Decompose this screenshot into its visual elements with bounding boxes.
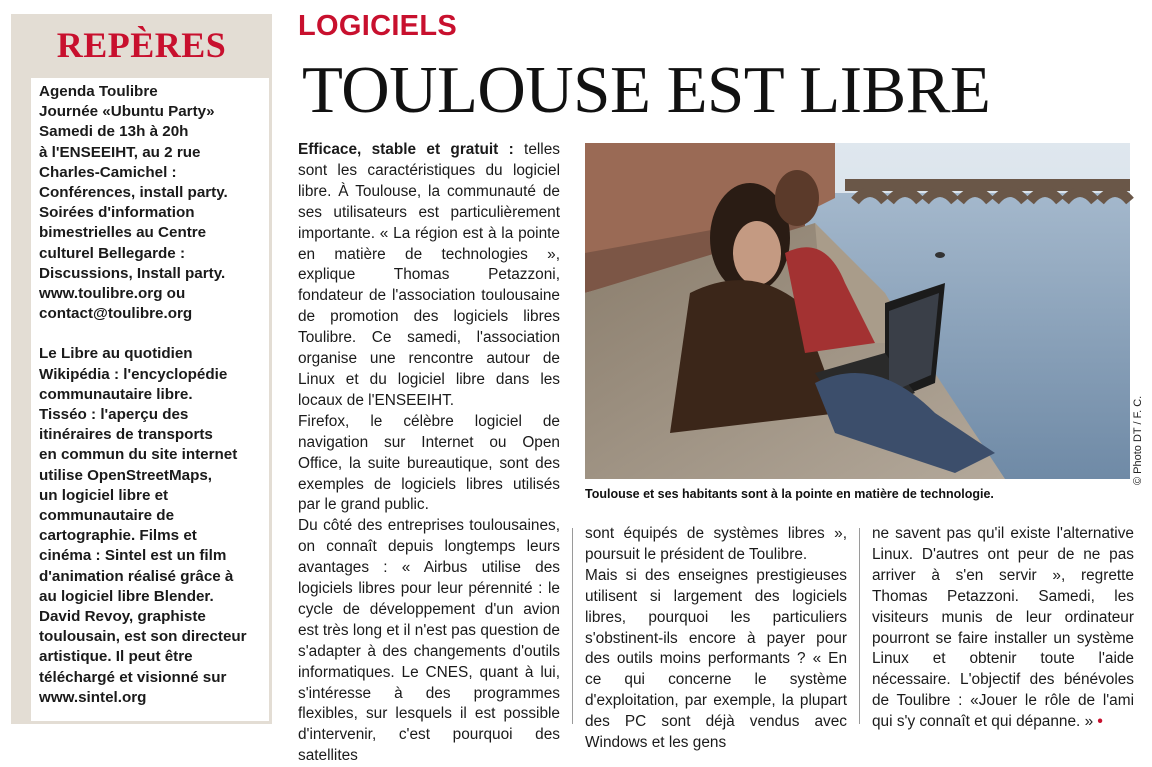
article-paragraph [872,524,1134,733]
photo-credit: © Photo DT / F. C. [1132,395,1144,485]
agenda-body: Journée «Ubuntu Party» Samedi de 13h à 20h à l'ENSEEIHT, au 2 rue Charles-Camichel : Conférences, install party. Soirées d'information bimestrielles au Centre culturel Bellegarde : Discussions, Install party. www.toulibre.org ou contact@toulibre.org [39,103,228,323]
article-paragraph: Firefox, le célèbre logiciel de navigation sur Internet ou Open Office, la suite bureautique, sont des exemples de logiciels libres utilisés par le grand public. [298,412,560,514]
agenda-title: Agenda Toulibre [39,83,158,100]
libre-quotidien-body: Wikipédia : l'encyclopédie communautaire libre. Tisséo : l'aperçu des itinéraires de transports en commun du site internet utilise OpenStreetMaps, un logiciel libre et communautaire de cartographie. Films et cinéma : Sintel est un film d'animation réalisé grâce à au logiciel libre Blender. David Revoy, graphiste toulousain, est son directeur artistique. Il peut être téléchargé et visionné sur www.sintel.org [39,365,247,706]
article-column-3 [872,524,1134,733]
article-headline: TOULOUSE EST LIBRE [302,53,991,127]
section-kicker: LOGICIELS [298,10,457,42]
photo-caption: Toulouse et ses habitants sont à la pointe en matière de technologie. [585,487,994,501]
column-rule [572,528,573,724]
reperes-sidebar [11,14,272,724]
section-gap [39,324,263,344]
article-column-2 [585,524,847,754]
article-lead: Efficace, stable et gratuit : [298,141,514,158]
libre-quotidien-title: Le Libre au quotidien [39,345,193,363]
sidebar-box [31,78,269,721]
riverbank-photo [585,143,1130,479]
sidebar-title: REPÈRES [56,25,227,65]
article-paragraph: Du côté des entreprises toulousaines, on connaît depuis longtemps leurs avantages : « Airbus utilise des logiciels libres pour leur pérennité : le cycle de développement d'un avion est très long et il n'est pas question de s'adapter à des changements d'outils informatiques. Le CNES, quant à lui, s'intéresse à des programmes flexibles, sur lesquels il est possible d'intervenir, c'est pourquoi des satellites [298,517,560,765]
article-paragraph [298,140,560,412]
end-mark: • [1097,713,1103,731]
article-column-1 [298,140,560,767]
column-rule [859,528,860,724]
article-photo [585,143,1130,479]
paragraph-text: telles sont les caractéristiques du logiciel libre. À Toulouse, la communauté de ses utilisateurs est particulièrement importante. « La région est à la pointe en matière de technologies », explique Thomas Petazzoni, fondateur de l'association toulousaine de promotion des logiciels libres Toulibre. Ce samedi, l'association organise une rencontre autour de Linux et du logiciel libre dans les locaux de l'ENSEEIHT. [298,141,560,409]
paragraph-text: ne savent pas qu'il existe l'alternative Linux. D'autres ont peur de ne pas arriver à s'en servir », regrette Thomas Petazzoni. Samedi, les visiteurs munis de leur ordinateur pourront se faire installer un système Linux et obtenir toute l'aide nécessaire. L'objectif des bénévoles de Toulibre : «Jouer le rôle de l'ami qui s'y connaît et qui dépanne. » [872,525,1134,731]
article-paragraph: Mais si des enseignes prestigieuses utilisent si largement des logiciels libres, pourquoi les particuliers s'obstinent-ils encore à payer pour des outils moins performants ? « En ce qui concerne le système d'exploitation, par exemple, la plupart des PC sont déjà vendus avec Windows et les gens [585,566,847,752]
article-paragraph: sont équipés de systèmes libres », poursuit le président de Toulibre. [585,525,847,563]
